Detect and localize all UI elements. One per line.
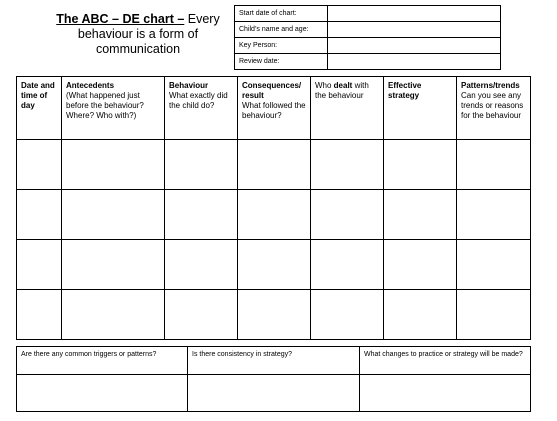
table-cell[interactable]: [311, 140, 384, 190]
info-row: [235, 54, 501, 70]
table-cell[interactable]: [384, 240, 457, 290]
table-cell[interactable]: [238, 290, 311, 340]
table-cell[interactable]: [311, 190, 384, 240]
table-cell[interactable]: [62, 140, 165, 190]
table-row: [17, 240, 531, 290]
table-cell[interactable]: [165, 140, 238, 190]
info-label-key-person: Key Person:: [235, 38, 328, 54]
table-cell[interactable]: [62, 290, 165, 340]
info-table: [234, 5, 501, 70]
info-label-child-name: Child’s name and age:: [235, 22, 328, 38]
review-questions-table: [16, 346, 531, 412]
header-row: [17, 77, 531, 140]
answer-changes[interactable]: [360, 375, 531, 412]
col-header-date: Date and time of day: [17, 77, 62, 140]
table-cell[interactable]: [17, 140, 62, 190]
table-cell[interactable]: [17, 190, 62, 240]
answer-consistency[interactable]: [188, 375, 360, 412]
table-cell[interactable]: [457, 140, 531, 190]
col-header-who-dealt: Who dealt with the behaviour: [311, 77, 384, 140]
table-cell[interactable]: [384, 140, 457, 190]
col-header-antecedents: Antecedents (What happened just before the behaviour? Where? Who with?): [62, 77, 165, 140]
table-cell[interactable]: [457, 240, 531, 290]
col-header-behaviour: Behaviour What exactly did the child do?: [165, 77, 238, 140]
info-label-review-date: Review date:: [235, 54, 328, 70]
table-cell[interactable]: [62, 190, 165, 240]
col-header-strategy: Effective strategy: [384, 77, 457, 140]
table-cell[interactable]: [384, 190, 457, 240]
info-value-review-date[interactable]: [328, 54, 501, 70]
info-label-start-date: Start date of chart:: [235, 6, 328, 22]
table-cell[interactable]: [238, 240, 311, 290]
table-row: [17, 190, 531, 240]
question-changes: What changes to practice or strategy will be made?: [360, 347, 531, 375]
table-cell[interactable]: [238, 140, 311, 190]
col-header-patterns: Patterns/trends Can you see any trends or reasons for the behaviour: [457, 77, 531, 140]
chart-title: [40, 12, 236, 57]
table-cell[interactable]: [17, 290, 62, 340]
question-triggers: Are there any common triggers or patterns?: [17, 347, 188, 375]
table-cell[interactable]: [457, 290, 531, 340]
info-value-start-date[interactable]: [328, 6, 501, 22]
info-value-child-name[interactable]: [328, 22, 501, 38]
table-cell[interactable]: [165, 240, 238, 290]
abc-chart-table: [16, 76, 531, 340]
col-header-consequences: Consequences/ result What followed the behaviour?: [238, 77, 311, 140]
answer-row: [17, 375, 531, 412]
table-row: [17, 140, 531, 190]
question-consistency: Is there consistency in strategy?: [188, 347, 360, 375]
table-row: [17, 290, 531, 340]
table-cell[interactable]: [62, 240, 165, 290]
info-row: [235, 6, 501, 22]
info-value-key-person[interactable]: [328, 38, 501, 54]
table-cell[interactable]: [165, 190, 238, 240]
question-row: [17, 347, 531, 375]
info-row: [235, 22, 501, 38]
chart-title-bold: The ABC – DE chart –: [56, 12, 185, 26]
table-cell[interactable]: [17, 240, 62, 290]
chart-title-subtitle: Every behaviour is a form of communication: [77, 12, 220, 56]
info-row: [235, 38, 501, 54]
table-cell[interactable]: [311, 290, 384, 340]
table-cell[interactable]: [165, 290, 238, 340]
table-cell[interactable]: [311, 240, 384, 290]
answer-triggers[interactable]: [17, 375, 188, 412]
table-cell[interactable]: [238, 190, 311, 240]
table-cell[interactable]: [384, 290, 457, 340]
table-cell[interactable]: [457, 190, 531, 240]
